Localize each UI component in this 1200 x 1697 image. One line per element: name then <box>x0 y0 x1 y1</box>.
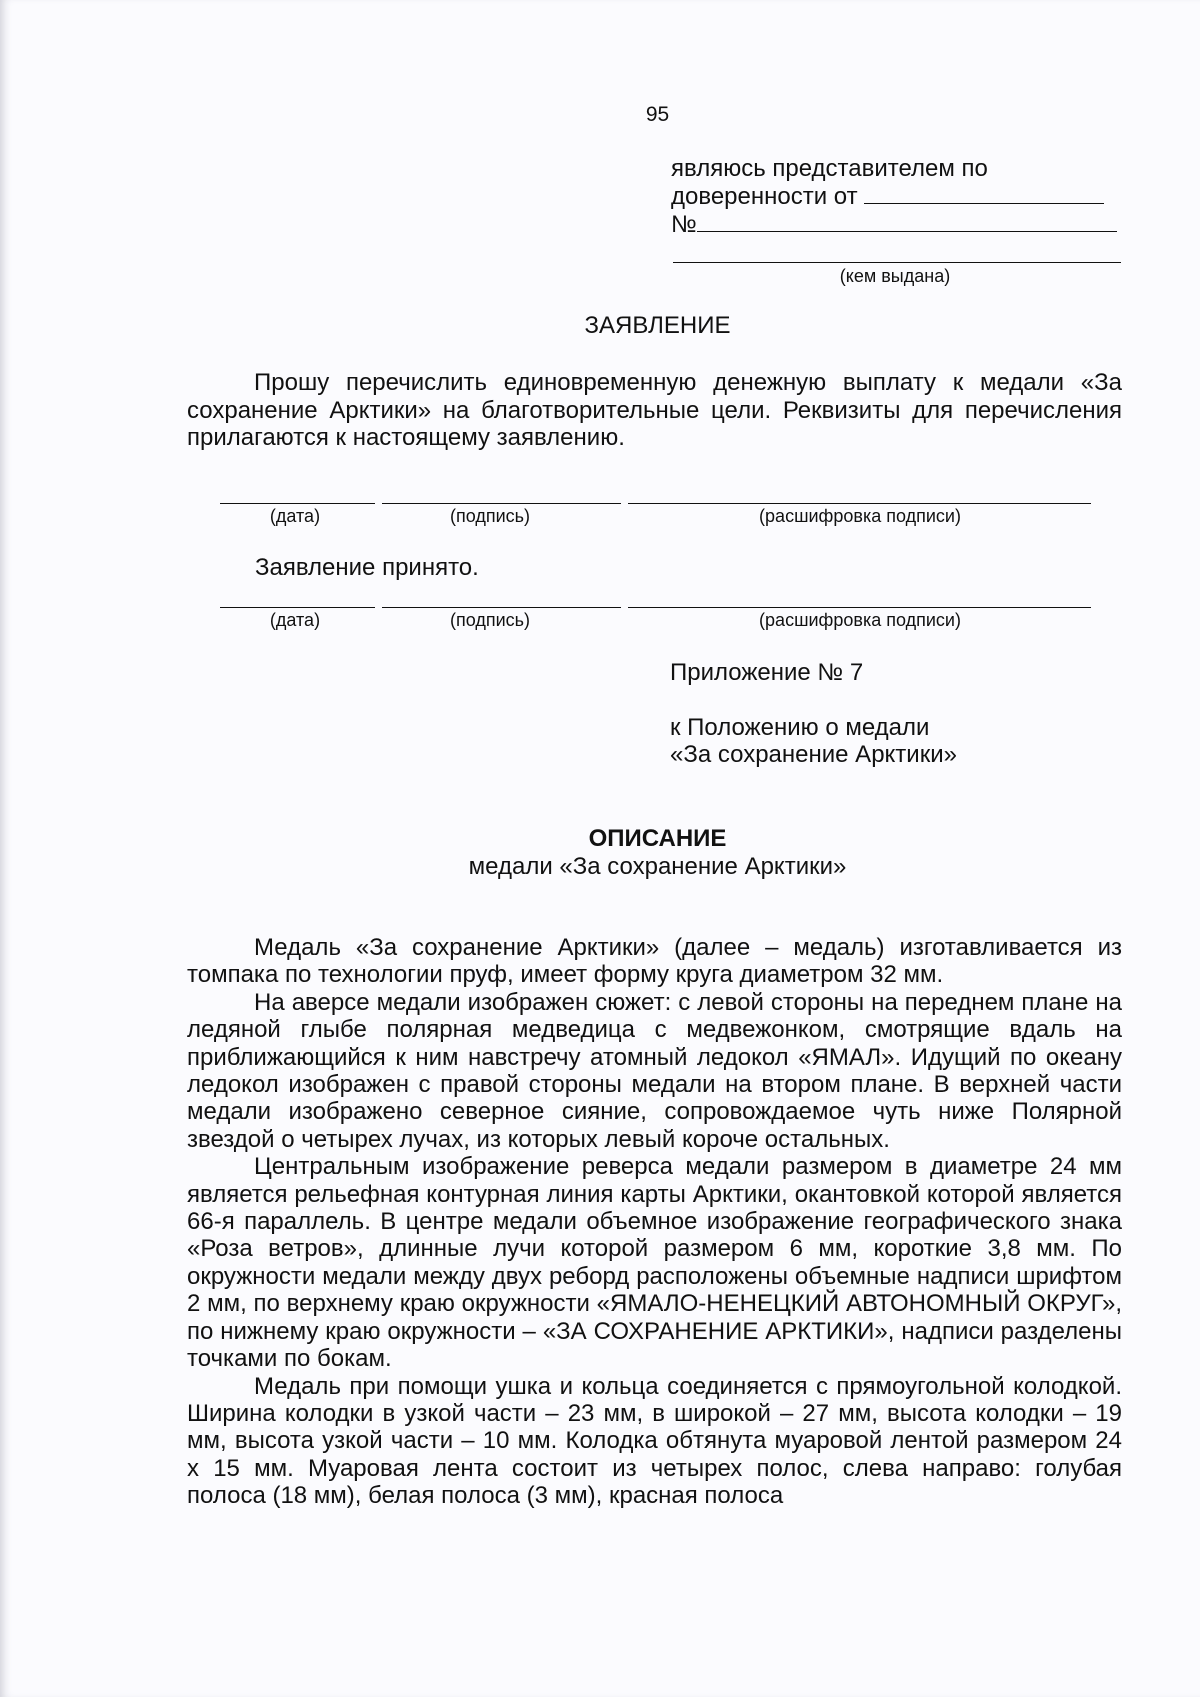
signature-caption-2: (подпись) <box>449 610 531 630</box>
description-paragraph: Центральным изображение реверса медали размером в диаметре 24 мм является рельефная контурная линия карты Арктики, окантовкой которой является 66-я параллель. В центре медали объемное изображение географического знака «Роза ветров», длинные лучи которой размером 6 мм, короткие 3,8 мм. По окружности медали между двух реборд расположены объемные надписи шрифтом 2 мм, по верхнему краю окружности «ЯМАЛО-НЕНЕЦКИЙ АВТОНОМНЫЙ ОКРУГ», по нижнему краю окружности – «ЗА СОХРАНЕНИЕ АРКТИКИ», надписи разделены точками по бокам. <box>187 1153 1122 1373</box>
appendix-line-1: к Положению о медали <box>670 714 930 741</box>
representative-block <box>671 155 1121 239</box>
representative-line-1: являюсь представителем по <box>671 155 988 182</box>
description-paragraph: На аверсе медали изображен сюжет: с левой стороны на переднем плане на ледяной глыбе полярная медведица с медвежонком, смотрящие вдаль на приближающийся к ним навстречу атомный ледокол «ЯМАЛ». Идущий по океану ледокол изображен с правой стороны медали на втором плане. В верхней части медали изображено северное сияние, сопровождаемое чуть ниже Полярной звездой о четырех лучах, из которых левый короче остальных. <box>187 988 1122 1153</box>
power-of-attorney-date-line <box>864 183 1104 204</box>
date-line-1 <box>220 503 375 504</box>
date-caption-2: (дата) <box>269 610 321 630</box>
decoding-caption-1: (расшифровка подписи) <box>759 506 961 526</box>
description-paragraph: Медаль «За сохранение Арктики» (далее – медаль) изготавливается из томпака по технологии пруф, имеет форму круга диаметром 32 мм. <box>187 934 1122 989</box>
representative-line-3 <box>671 211 1121 239</box>
decoding-line-1 <box>628 503 1091 504</box>
issued-by-caption: (кем выдана) <box>839 266 951 286</box>
issued-by-line <box>673 262 1121 263</box>
appendix-line-2: «За сохранение Арктики» <box>670 741 957 768</box>
description-title: ОПИСАНИЕ <box>588 825 727 852</box>
statement-text: Прошу перечислить единовременную денежную выплату к медали «За сохранение Арктики» на благотворительные цели. Реквизиты для перечисления прилагаются к настоящему заявлению. <box>187 369 1122 451</box>
description-subtitle: медали «За сохранение Арктики» <box>468 853 847 880</box>
representative-line-2 <box>671 183 1121 211</box>
statement-title: ЗАЯВЛЕНИЕ <box>584 312 731 339</box>
signature-line-1 <box>382 503 621 504</box>
number-sign: № <box>671 211 697 238</box>
description-paragraph: Медаль при помощи ушка и кольца соединяется с прямоугольной колодкой. Ширина колодки в узкой части – 23 мм, в широкой – 27 мм, высота колодки – 19 мм, высота узкой части – 10 мм. Колодка обтянута муаровой лентой размером 24 х 15 мм. Муаровая лента состоит из четырех полос, слева направо: голубая полоса (18 мм), белая полоса (3 мм), красная полоса <box>187 1372 1122 1510</box>
appendix-number: Приложение № 7 <box>670 659 864 686</box>
accepted-text: Заявление принято. <box>255 554 479 581</box>
signature-line-2 <box>382 607 621 608</box>
decoding-caption-2: (расшифровка подписи) <box>759 610 961 630</box>
decoding-line-2 <box>628 607 1091 608</box>
description-body <box>187 934 1122 1510</box>
signature-caption-1: (подпись) <box>449 506 531 526</box>
date-line-2 <box>220 607 375 608</box>
page-number: 95 <box>645 103 670 126</box>
power-of-attorney-number-line <box>697 211 1117 232</box>
power-of-attorney-label: доверенности от <box>671 183 858 210</box>
date-caption-1: (дата) <box>269 506 321 526</box>
